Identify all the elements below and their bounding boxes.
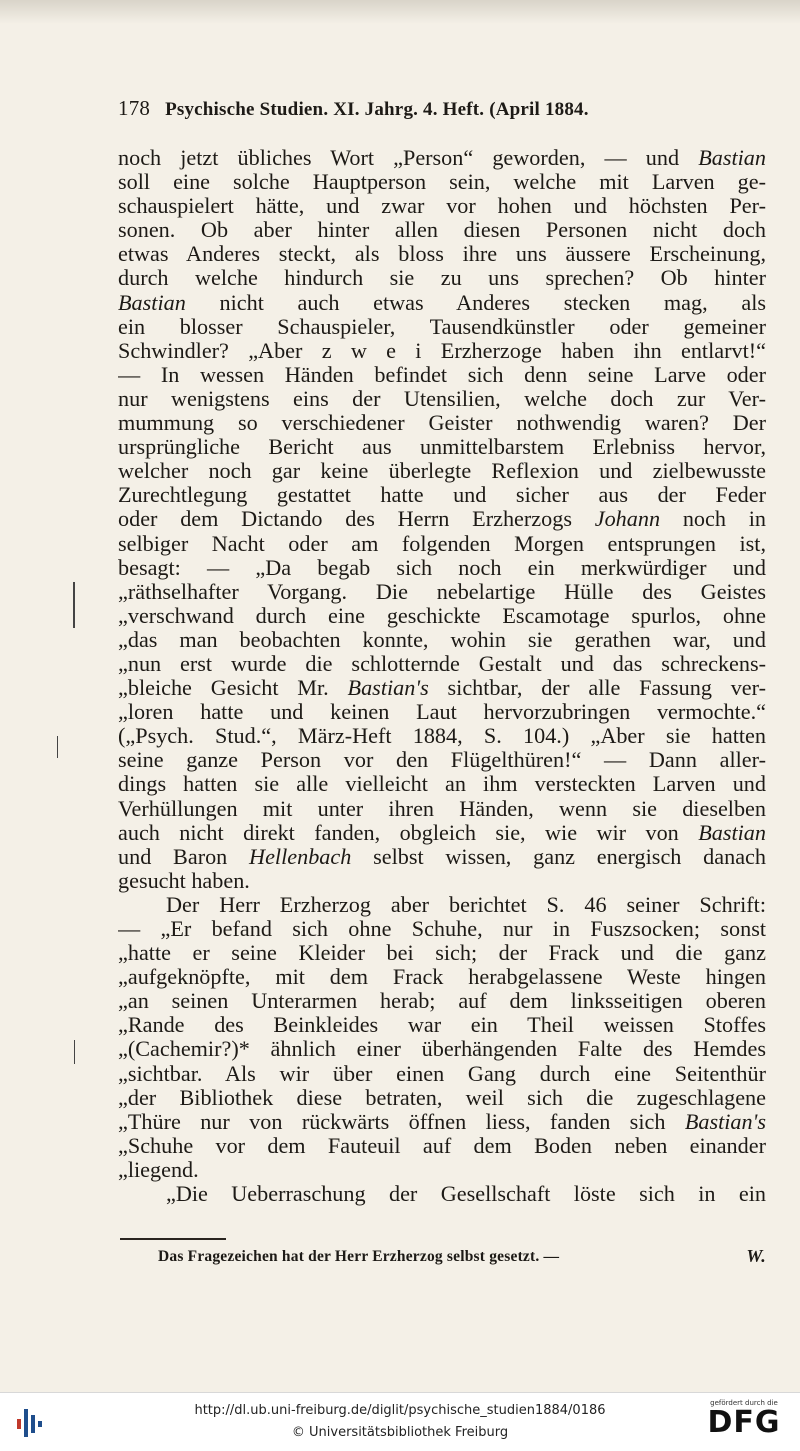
text-line bbox=[118, 965, 766, 989]
text-line bbox=[118, 604, 766, 628]
text-line bbox=[118, 748, 766, 772]
text-segment: gesucht haben. bbox=[118, 868, 250, 893]
text-segment: oder dem Dictando des Herrn Erzherzogs bbox=[118, 507, 595, 532]
text-line bbox=[118, 797, 766, 821]
text-segment: „Thüre nur von rückwärts öffnen liess, fanden sich bbox=[118, 1109, 685, 1134]
italic-name: Bastian's bbox=[347, 676, 429, 701]
text-line bbox=[118, 941, 766, 965]
text-segment: mummung so verschiedener Geister nothwendig waren? Der bbox=[118, 411, 766, 436]
text-line bbox=[118, 459, 766, 483]
text-line bbox=[118, 1110, 766, 1134]
text-segment: „aufgeknöpfte, mit dem Frack herabgelassene Weste hingen bbox=[118, 965, 766, 990]
margin-mark bbox=[73, 582, 75, 628]
running-head bbox=[118, 96, 778, 121]
text-segment: „Rande des Beinkleides war ein Theil weissen Stoffes bbox=[118, 1013, 766, 1038]
text-segment: sichtbar, der alle Fassung ver- bbox=[428, 676, 766, 701]
italic-name: Bastian's bbox=[684, 1109, 766, 1134]
text-segment: seine ganze Person vor den Flügelthüren!“ — Dann aller- bbox=[118, 748, 766, 773]
text-segment: — „Er befand sich ohne Schuhe, nur in Fuszsocken; sonst bbox=[118, 917, 766, 941]
text-segment: selbst wissen, ganz energisch danach bbox=[351, 844, 766, 869]
footnote bbox=[158, 1248, 766, 1266]
text-segment: „loren hatte und keinen Laut hervorzubringen vermochte.“ bbox=[118, 700, 766, 725]
dfg-funding-text: gefördert durch die bbox=[710, 1399, 778, 1407]
italic-name: Johann bbox=[594, 507, 661, 532]
text-segment: selbiger Nacht oder am folgenden Morgen entsprungen ist, bbox=[118, 531, 766, 556]
footnote-rule bbox=[120, 1238, 226, 1240]
text-line bbox=[118, 580, 766, 604]
text-segment: „Die Ueberraschung der Gesellschaft löste sich in ein bbox=[166, 1182, 766, 1207]
text-line bbox=[118, 989, 766, 1013]
italic-name: Bastian bbox=[698, 820, 766, 845]
text-segment: besagt: — „Da begab sich noch ein merkwürdiger und bbox=[118, 555, 766, 580]
running-title: Psychische Studien. XI. Jahrg. 4. Heft. (April 1884. bbox=[165, 99, 589, 120]
text-segment: und Baron bbox=[118, 844, 250, 869]
text-line bbox=[118, 724, 766, 748]
text-line bbox=[118, 146, 766, 170]
dfg-wordmark: DFG bbox=[707, 1405, 781, 1440]
text-line bbox=[118, 266, 766, 290]
text-segment: Der Herr Erzherzog aber berichtet S. 46 seiner Schrift: bbox=[166, 892, 766, 917]
permalink-url[interactable]: http://dl.ub.uni-freiburg.de/diglit/psychische_studien1884/0186 bbox=[194, 1403, 606, 1418]
text-line bbox=[118, 652, 766, 676]
text-segment: „nun erst wurde die schlotternde Gestalt und das schreckens- bbox=[118, 651, 766, 676]
margin-mark bbox=[57, 736, 58, 758]
text-segment: „sichtbar. Als wir über einen Gang durch eine Seitenthür bbox=[118, 1061, 766, 1086]
text-line bbox=[118, 772, 766, 796]
text-line bbox=[118, 532, 766, 556]
text-line bbox=[118, 411, 766, 435]
page-number: 178 bbox=[118, 96, 151, 120]
text-line bbox=[118, 821, 766, 845]
text-segment: Schwindler? „Aber z w e i Erzherzoge haben ihn entlarvt!“ bbox=[118, 338, 766, 363]
text-line bbox=[118, 1182, 766, 1206]
text-line bbox=[118, 845, 766, 869]
margin-mark bbox=[74, 1040, 75, 1064]
text-line bbox=[118, 387, 766, 411]
text-segment: „an seinen Unterarmen herab; auf dem linksseitigen oberen bbox=[118, 989, 766, 1014]
footnote-text: Das Fragezeichen hat der Herr Erzherzog selbst gesetzt. — bbox=[158, 1248, 560, 1265]
viewer-footer bbox=[0, 1392, 800, 1451]
text-line bbox=[118, 1158, 766, 1182]
text-line bbox=[118, 339, 766, 363]
text-line bbox=[118, 917, 766, 941]
text-segment: ein blosser Schauspieler, Tausendkünstler oder gemeiner bbox=[118, 314, 766, 339]
text-segment: auch nicht direkt fanden, obgleich sie, wie wir von bbox=[118, 820, 699, 845]
text-segment: ursprüngliche Bericht aus unmittelbarstem Erlebniss hervor, bbox=[118, 435, 766, 460]
text-segment: sonen. Ob aber hinter allen diesen Personen nicht doch bbox=[118, 218, 766, 243]
text-segment: „Schuhe vor dem Fauteuil auf dem Boden neben einander bbox=[118, 1133, 766, 1158]
text-segment: „bleiche Gesicht Mr. bbox=[118, 676, 348, 701]
italic-name: Hellenbach bbox=[249, 844, 352, 869]
text-segment: soll eine solche Hauptperson sein, welche mit Larven ge- bbox=[118, 170, 766, 195]
text-segment: „(Cachemir?)* ähnlich einer überhängenden Falte des Hemdes bbox=[118, 1037, 766, 1062]
text-line bbox=[118, 893, 766, 917]
text-line bbox=[118, 218, 766, 242]
text-line bbox=[118, 1134, 766, 1158]
text-segment: („Psych. Stud.“, März-Heft 1884, S. 104.) „Aber sie hatten bbox=[118, 724, 766, 749]
text-line bbox=[118, 1037, 766, 1061]
text-segment: noch in bbox=[660, 507, 766, 532]
text-line bbox=[118, 363, 766, 387]
text-segment: Zurechtlegung gestattet hatte und sicher aus der Feder bbox=[118, 483, 766, 508]
italic-name: Bastian bbox=[118, 290, 186, 315]
text-segment: „hatte er seine Kleider bei sich; der Frack und die ganz bbox=[118, 941, 766, 966]
text-line bbox=[118, 628, 766, 652]
text-segment: welcher noch gar keine überlegte Reflexion und zielbewusste bbox=[118, 459, 766, 484]
text-segment: „räthselhafter Vorgang. Die nebelartige Hülle des Geistes bbox=[118, 579, 766, 604]
text-segment: durch welche hindurch sie zu uns sprechen? Ob hinter bbox=[118, 266, 766, 291]
text-segment: noch jetzt übliches Wort „Person“ geworden, — und bbox=[118, 146, 699, 170]
dfg-logo bbox=[698, 1399, 790, 1447]
text-line bbox=[118, 435, 766, 459]
text-line bbox=[118, 1013, 766, 1037]
body-text bbox=[118, 146, 766, 1206]
text-line bbox=[118, 700, 766, 724]
text-segment: „das man beobachten konnte, wohin sie gerathen war, und bbox=[118, 627, 766, 652]
text-segment: nicht auch etwas Anderes stecken mag, als bbox=[185, 290, 766, 315]
text-line bbox=[118, 869, 766, 893]
text-line bbox=[118, 315, 766, 339]
text-line bbox=[118, 676, 766, 700]
text-line bbox=[118, 242, 766, 266]
text-line bbox=[118, 170, 766, 194]
text-segment: nur wenigstens eins der Utensilien, welche doch zur Ver- bbox=[118, 386, 766, 411]
text-line bbox=[118, 507, 766, 531]
text-segment: dings hatten sie alle vielleicht an ihm versteckten Larven und bbox=[118, 772, 766, 797]
text-segment: „liegend. bbox=[118, 1157, 199, 1182]
text-segment: etwas Anderes steckt, als bloss ihre uns äussere Erscheinung, bbox=[118, 242, 766, 267]
scan-edge bbox=[0, 0, 800, 24]
text-segment: — In wessen Händen befindet sich denn seine Larve oder bbox=[118, 362, 766, 387]
text-line bbox=[118, 556, 766, 580]
footnote-signature: W. bbox=[746, 1246, 766, 1266]
text-segment: „der Bibliothek diese betraten, weil sich die zugeschlagene bbox=[118, 1085, 766, 1110]
copyright-notice: © Universitätsbibliothek Freiburg bbox=[291, 1425, 509, 1440]
text-line bbox=[118, 1086, 766, 1110]
text-line bbox=[118, 194, 766, 218]
text-segment: schauspielert hätte, und zwar vor hohen und höchsten Per- bbox=[118, 194, 766, 219]
text-segment: „verschwand durch eine geschickte Escamotage spurlos, ohne bbox=[118, 603, 766, 628]
text-line bbox=[118, 291, 766, 315]
text-segment: Verhüllungen mit unter ihren Händen, wenn sie dieselben bbox=[118, 796, 766, 821]
italic-name: Bastian bbox=[698, 146, 766, 170]
text-line bbox=[118, 483, 766, 507]
text-line bbox=[118, 1062, 766, 1086]
